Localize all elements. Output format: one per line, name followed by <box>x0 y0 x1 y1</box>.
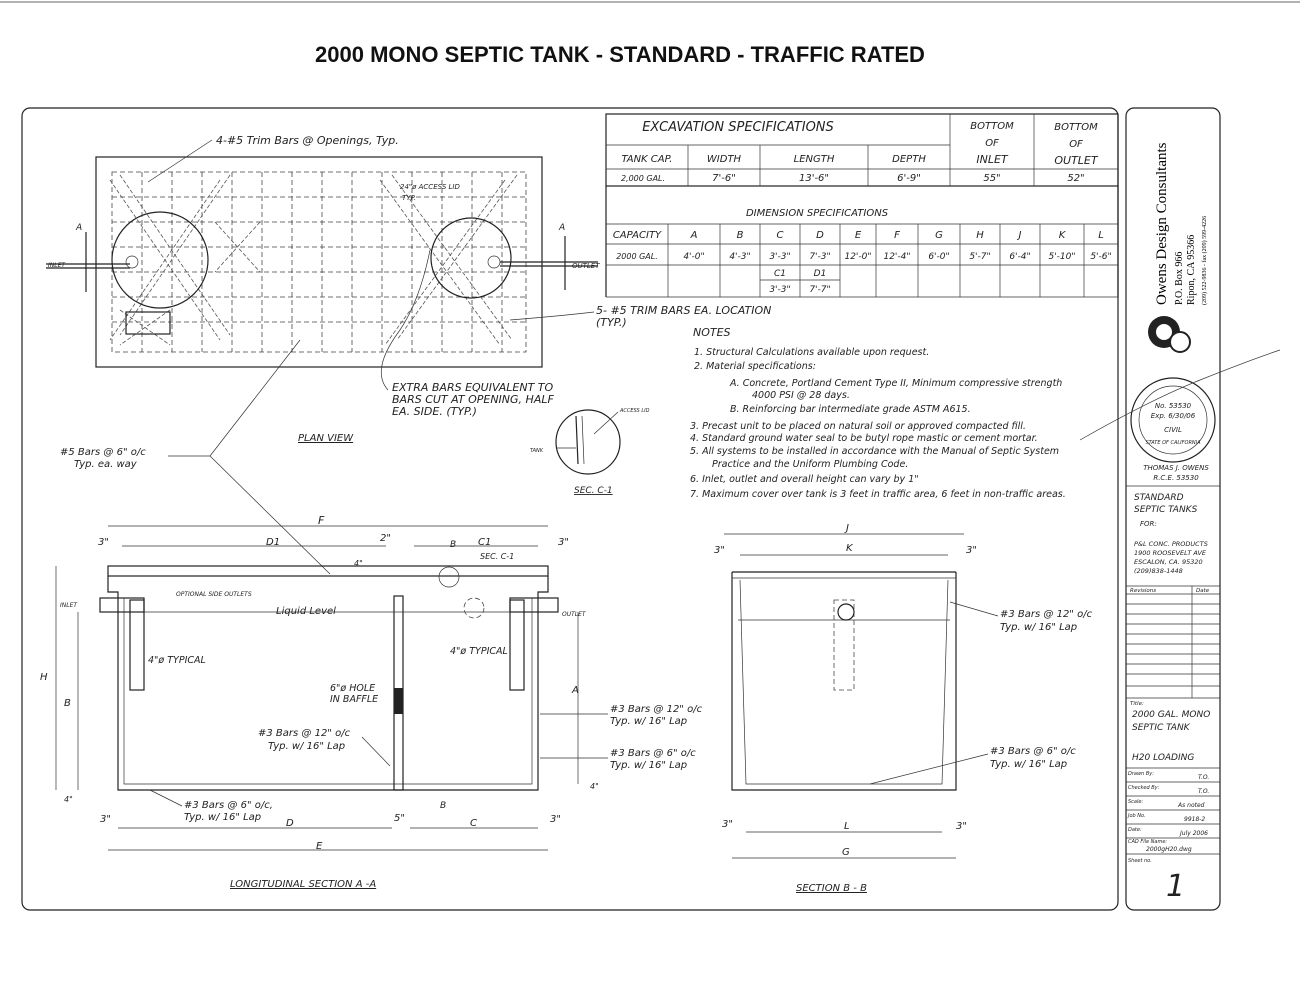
long-2in: 2" <box>380 533 391 544</box>
note-2: 2. Material specifications: <box>694 361 816 372</box>
drawing-title: 2000 MONO SEPTIC TANK - STANDARD - TRAFFIC RATED <box>315 42 925 67</box>
tb-seal-4: STATE OF CALIFORNIA <box>1145 440 1201 446</box>
notes-heading: NOTES <box>693 326 731 339</box>
dim-val-0: 2000 GAL. <box>616 252 658 261</box>
long-lid <box>108 566 548 576</box>
mid-bars6-2: Typ. w/ 16" Lap <box>610 760 688 771</box>
sb-bars6-2: Typ. w/ 16" Lap <box>990 759 1068 770</box>
tb-title-1: 2000 GAL. MONO <box>1132 710 1211 720</box>
long-3in-bl: 3" <box>100 814 111 825</box>
long-inner-rebar <box>124 598 532 784</box>
dim-val-e: 12'-0" <box>844 252 872 262</box>
tb-title-3: H20 LOADING <box>1132 753 1195 763</box>
dim-val-f: 12'-4" <box>883 252 911 262</box>
dim-col-g: G <box>935 230 943 241</box>
exc-col-cap: TANK CAP. <box>621 154 673 165</box>
mid-bars12-2: Typ. w/ 16" Lap <box>610 716 688 727</box>
long-label: LONGITUDINAL SECTION A -A <box>230 879 377 890</box>
long-4in-bottom: 4" <box>64 795 73 804</box>
note-2a-cont: 4000 PSI @ 28 days. <box>752 390 850 401</box>
plan-inner-wall <box>112 172 526 352</box>
tb-for: FOR: <box>1140 520 1157 528</box>
dim-val-d: 7'-3" <box>809 252 831 262</box>
note-5-cont: Practice and the Uniform Plumbing Code. <box>712 459 909 470</box>
long-pipe-left: 4"ø TYPICAL <box>148 655 206 666</box>
sb-k: K <box>846 543 853 554</box>
tb-cad-label: CAD File Name: <box>1128 839 1168 845</box>
tb-date-col: Date <box>1196 588 1210 594</box>
dim-val-h: 5'-7" <box>969 252 991 262</box>
tb-addr1: P.O. Box 966 <box>1174 251 1185 305</box>
dim-sub-c1: C1 <box>773 269 787 279</box>
long-hole-1: 6"ø HOLE <box>330 683 376 694</box>
plan-baffle <box>126 312 170 334</box>
long-b-bottom: B <box>440 801 447 811</box>
tb-title-label: Title: <box>1130 701 1144 707</box>
dim-sub-d1: D1 <box>813 269 827 279</box>
dim-col-h: H <box>976 230 984 241</box>
long-secc1: SEC. C-1 <box>480 552 515 561</box>
plan-grid <box>112 172 526 352</box>
tb-scale: As noted <box>1178 802 1205 809</box>
plan-trim-5-note: 5- #5 TRIM BARS EA. LOCATION <box>596 304 772 317</box>
tb-client-3: ESCALON, CA. 95320 <box>1134 558 1203 566</box>
sb-3in-tr: 3" <box>966 545 977 556</box>
note-1: 1. Structural Calculations available upon request. <box>694 347 930 358</box>
dim-col-j: J <box>1018 230 1022 241</box>
sb-bars12-2: Typ. w/ 16" Lap <box>1000 622 1078 633</box>
exc-val-outlet: 52" <box>1067 173 1085 184</box>
dim-col-0: CAPACITY <box>612 230 662 241</box>
dim-val-a: 4'-0" <box>683 252 705 262</box>
sb-j: J <box>846 523 849 534</box>
dim-val-c: 3'-3" <box>769 252 791 262</box>
secc1-label: SEC. C-1 <box>574 486 613 496</box>
note-7: 7. Maximum cover over tank is 3 feet in traffic area, 6 feet in non-traffic areas. <box>690 489 1066 500</box>
long-b-top: B <box>450 540 457 550</box>
dim-col-b: B <box>736 230 744 241</box>
dim-col-k: K <box>1058 230 1066 241</box>
tb-seal-1: No. 53530 <box>1154 402 1192 410</box>
tb-revisions: Revisions <box>1130 588 1157 594</box>
plan-a-left: A <box>76 223 83 233</box>
tb-client-2: 1900 ROOSEVELT AVE <box>1134 549 1207 557</box>
exc-val-inlet: 55" <box>983 173 1001 184</box>
tb-logo <box>1148 316 1190 352</box>
mid-bars6-1: #3 Bars @ 6" o/c <box>610 748 696 759</box>
long-outlet: OUTLET <box>562 611 586 618</box>
plan-extra-2: BARS CUT AT OPENING, HALF <box>392 393 554 406</box>
mid-bars12-1: #3 Bars @ 12" o/c <box>610 704 703 715</box>
tb-client-1: P&L CONC. PRODUCTS <box>1134 540 1208 548</box>
longitudinal-section <box>40 514 703 890</box>
long-bars6-1: #3 Bars @ 6" o/c, <box>184 800 273 811</box>
plan-access-lid: 24"ø ACCESS LID <box>400 183 460 191</box>
exc-val-length: 13'-6" <box>798 173 830 184</box>
sb-bars12-1: #3 Bars @ 12" o/c <box>1000 609 1093 620</box>
dimension-header: DIMENSION SPECIFICATIONS <box>745 208 889 219</box>
section-bb <box>714 523 1093 894</box>
tb-cad: 2000gH20.dwg <box>1146 846 1192 853</box>
long-d: D <box>286 818 294 829</box>
tb-sheet-label: Sheet no. <box>1128 858 1152 864</box>
dimension-table <box>606 186 1118 297</box>
long-d1: D1 <box>266 537 281 548</box>
long-liquid: Liquid Level <box>276 606 336 617</box>
dim-val-k: 5'-10" <box>1048 252 1076 262</box>
tb-firm: Owens Design Consultants <box>1154 142 1170 305</box>
exc-val-depth: 6'-9" <box>897 173 921 184</box>
sb-3in-br: 3" <box>956 821 967 832</box>
bottom-outlet-l1: BOTTOM <box>1054 122 1098 133</box>
sb-bars6-1: #3 Bars @ 6" o/c <box>990 746 1076 757</box>
plan-bars-1: #5 Bars @ 6" o/c <box>60 447 146 458</box>
sb-label: SECTION B - B <box>796 883 867 894</box>
sb-inner-rebar <box>740 580 948 784</box>
long-3in-right: 3" <box>558 537 569 548</box>
excavation-table <box>606 114 1118 186</box>
long-4in-right: 4" <box>590 782 599 791</box>
tb-title-2: SEPTIC TANK <box>1132 723 1190 733</box>
long-hole-2: IN BAFFLE <box>330 694 379 705</box>
tb-std-2: SEPTIC TANKS <box>1134 505 1198 515</box>
tb-phone: (209) 522-9836 - fax (209) 599-4226 <box>1202 215 1208 305</box>
dim-col-a: A <box>690 230 698 241</box>
long-inlet: INLET <box>60 602 78 609</box>
dim-val-g: 6'-0" <box>928 252 950 262</box>
sb-3in-bl: 3" <box>722 819 733 830</box>
dim-val-b: 4'-3" <box>729 252 751 262</box>
dim-col-d: D <box>816 230 824 241</box>
note-6: 6. Inlet, outlet and overall height can vary by 1" <box>690 474 919 485</box>
section-c1 <box>530 408 650 496</box>
sb-pipe <box>834 600 854 690</box>
long-h: H <box>40 672 48 683</box>
long-c: C <box>470 818 477 829</box>
plan-opening-right <box>431 218 511 298</box>
long-pipe-right: 4"ø TYPICAL <box>450 646 508 657</box>
plan-outer-wall <box>96 157 542 367</box>
bottom-inlet-l2: OF <box>985 138 999 149</box>
dim-col-f: F <box>894 230 900 241</box>
long-c1: C1 <box>478 537 492 548</box>
dim-sub-d1-val: 7'-7" <box>809 285 831 295</box>
exc-col-depth: DEPTH <box>892 154 926 165</box>
bottom-outlet-l2: OF <box>1069 139 1083 150</box>
tb-date: July 2006 <box>1180 830 1208 837</box>
long-bars12-2: Typ. w/ 16" Lap <box>268 741 346 752</box>
long-f: F <box>318 514 325 527</box>
tb-seal <box>1131 378 1215 462</box>
tb-eng-2: R.C.E. 53530 <box>1153 474 1199 482</box>
secc1-access: ACCESS LID <box>620 408 650 414</box>
tb-date-label: Date: <box>1128 827 1142 833</box>
long-optional: OPTIONAL SIDE OUTLETS <box>176 591 252 598</box>
plan-view <box>46 134 771 574</box>
dim-sub-c1-val: 3'-3" <box>769 285 791 295</box>
plan-view-label: PLAN VIEW <box>298 433 354 444</box>
exc-val-cap: 2,000 GAL. <box>620 174 666 183</box>
plan-inlet-label: INLET <box>48 262 66 269</box>
note-5: 5. All systems to be installed in accordance with the Manual of Septic System <box>690 446 1060 457</box>
exc-val-width: 7'-6" <box>712 173 736 184</box>
plan-extra-3: EA. SIDE. (TYP.) <box>392 405 477 418</box>
tb-checked: T.O. <box>1198 788 1210 795</box>
tb-seal-2: Exp. 6/30/06 <box>1150 412 1196 420</box>
long-a: A <box>572 685 579 696</box>
plan-extra-1: EXTRA BARS EQUIVALENT TO <box>392 381 554 394</box>
note-2a: A. Concrete, Portland Cement Type II, Minimum compressive strength <box>730 378 1063 389</box>
tb-client-4: (209)838-1448 <box>1134 567 1183 575</box>
note-2b: B. Reinforcing bar intermediate grade ASTM A615. <box>730 404 971 415</box>
long-4in: 4" <box>354 559 363 568</box>
bottom-inlet-l1: BOTTOM <box>970 121 1014 132</box>
long-e: E <box>316 841 323 852</box>
dim-col-c: C <box>776 230 784 241</box>
long-baffle-hole <box>394 688 403 714</box>
note-4: 4. Standard ground water seal to be butyl rope mastic or cement mortar. <box>690 433 1038 444</box>
bottom-outlet-l3: OUTLET <box>1054 154 1098 167</box>
plan-typ: TYP. <box>402 194 417 202</box>
sb-g: G <box>842 847 850 858</box>
notes-block <box>690 326 1066 500</box>
tb-eng-1: THOMAS J. OWENS <box>1143 464 1209 472</box>
long-bars12-1: #3 Bars @ 12" o/c <box>258 728 351 739</box>
dim-val-j: 6'-4" <box>1009 252 1031 262</box>
plan-trim-bars <box>110 175 517 345</box>
secc1-tank: TANK <box>530 448 544 454</box>
tb-checked-label: Checked By: <box>1128 785 1160 791</box>
dim-val-l: 5'-6" <box>1090 252 1112 262</box>
tb-scale-label: Scale: <box>1128 799 1144 805</box>
tb-job-label: Job No. <box>1128 813 1146 819</box>
plan-trim-5-typ: (TYP.) <box>596 316 627 329</box>
long-b-vert: B <box>64 698 71 709</box>
exc-col-width: WIDTH <box>706 154 742 165</box>
plan-trim-bars-note: 4-#5 Trim Bars @ Openings, Typ. <box>216 134 399 147</box>
bottom-inlet-l3: INLET <box>976 153 1008 166</box>
plan-a-right: A <box>559 223 566 233</box>
tb-job: 9918-2 <box>1184 816 1206 823</box>
sb-3in-tl: 3" <box>714 545 725 556</box>
long-bars6-2: Typ. w/ 16" Lap <box>184 812 262 823</box>
long-outlet-pipe <box>510 600 524 690</box>
long-3in-br: 3" <box>550 814 561 825</box>
long-5in: 5" <box>394 813 405 824</box>
dim-col-e: E <box>854 230 862 241</box>
plan-outlet-label: OUTLET <box>572 262 600 270</box>
plan-bars-2: Typ. ea. way <box>74 459 137 470</box>
sb-l: L <box>844 821 850 832</box>
note-3: 3. Precast unit to be placed on natural soil or approved compacted fill. <box>690 421 1026 432</box>
tb-drawn-label: Drawn By: <box>1128 771 1154 777</box>
tb-std-1: STANDARD <box>1134 493 1184 503</box>
tb-addr2: Ripon, CA 95366 <box>1186 234 1197 305</box>
long-3in-left: 3" <box>98 537 109 548</box>
tb-seal-3: CIVIL <box>1164 426 1182 434</box>
tb-sheet: 1 <box>1166 869 1186 904</box>
exc-col-length: LENGTH <box>793 154 835 165</box>
dim-col-l: L <box>1098 230 1104 241</box>
long-inlet-pipe <box>130 600 144 690</box>
tb-drawn: T.O. <box>1198 774 1210 781</box>
excavation-header: EXCAVATION SPECIFICATIONS <box>642 120 834 135</box>
